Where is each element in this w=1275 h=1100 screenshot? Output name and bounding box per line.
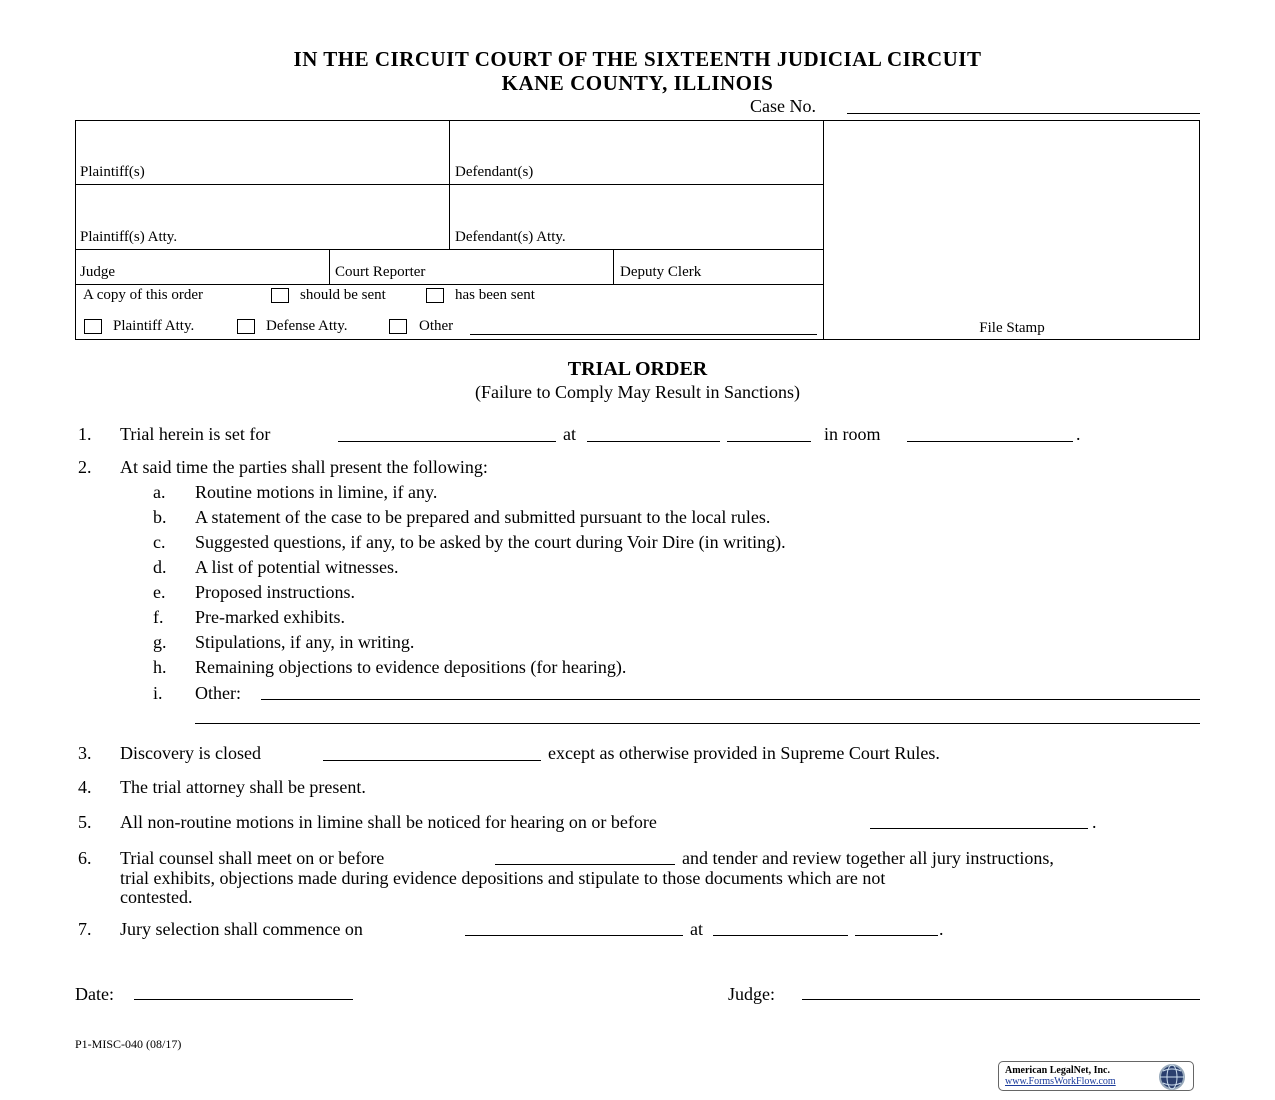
motions-deadline-field[interactable] [870,828,1088,829]
item-7-at: at [690,919,703,939]
item-6-line-2: trial exhibits, objections made during evidence depositions and stipulate to those documents which are not [120,868,886,888]
item-6-text: Trial counsel shall meet on or before [120,848,385,868]
item-5-number: 5. [78,812,92,832]
party-divider [449,120,450,250]
defense-atty-cb-label: Defense Atty. [266,318,348,334]
discovery-closed-date-field[interactable] [323,760,541,761]
item-5-period: . [1092,812,1097,832]
jury-selection-date-field[interactable] [465,935,683,936]
defendant-atty-label: Defendant(s) Atty. [455,229,566,245]
judge-signature-label: Judge: [728,984,775,1004]
file-stamp-label: File Stamp [979,320,1045,336]
defense-atty-checkbox[interactable] [237,319,255,334]
sub-item-text: A statement of the case to be prepared and submitted pursuant to the local rules. [195,507,771,527]
county-heading: KANE COUNTY, ILLINOIS [501,71,774,95]
sub-item-letter: i. [153,683,163,703]
jury-selection-ampm-field[interactable] [855,935,938,936]
deputy-clerk-label: Deputy Clerk [620,264,702,280]
item-4-text: The trial attorney shall be present. [120,777,366,797]
caption-table [75,120,1200,340]
item-7-period: . [939,919,944,939]
sub-item-text: Routine motions in limine, if any. [195,482,438,502]
should-be-sent-label: should be sent [300,287,386,303]
globe-icon [1155,1063,1189,1091]
has-been-sent-checkbox[interactable] [426,288,444,303]
sub-item-letter: e. [153,582,166,602]
counsel-meeting-date-field[interactable] [495,864,675,865]
judge-divider [329,250,330,285]
copy-order-label: A copy of this order [83,287,203,303]
row-divider-3 [75,284,823,285]
plaintiff-atty-label: Plaintiff(s) Atty. [80,229,178,245]
row-divider-2 [75,249,823,250]
date-field[interactable] [134,999,353,1000]
sub-item-text: Suggested questions, if any, to be asked by the court during Voir Dire (in writing). [195,532,786,552]
sub-item-text: Other: [195,683,241,703]
item-1-at: at [563,424,576,444]
legalnet-logo[interactable] [998,1061,1194,1091]
plaintiff-atty-cb-label: Plaintiff Atty. [113,318,195,334]
sub-item-letter: d. [153,557,167,577]
item-1-number: 1. [78,424,92,444]
item-4-number: 4. [78,777,92,797]
defendant-label: Defendant(s) [455,164,534,180]
order-subtitle: (Failure to Comply May Result in Sanctions) [475,382,800,402]
court-reporter-label: Court Reporter [335,264,426,280]
trial-room-field[interactable] [907,441,1073,442]
judge-label: Judge [80,264,115,280]
item-1-text: Trial herein is set for [120,424,271,444]
item-6-line-3: contested. [120,887,193,907]
item-3-text: Discovery is closed [120,743,261,763]
item-3-text-end: except as otherwise provided in Supreme Court Rules. [548,743,940,763]
logo-company: American LegalNet, Inc. [1005,1065,1110,1076]
trial-time-field[interactable] [587,441,720,442]
jury-selection-time-field[interactable] [713,935,848,936]
sub-item-letter: b. [153,507,167,527]
trial-date-field[interactable] [338,441,556,442]
sub-item-letter: g. [153,632,167,652]
item-1-room: in room [824,424,881,444]
file-stamp-divider [823,120,824,340]
item-2-text: At said time the parties shall present the following: [120,457,488,477]
sub-item-letter: a. [153,482,166,502]
sub-item-text: Remaining objections to evidence depositions (for hearing). [195,657,627,677]
sub-item-text: A list of potential witnesses. [195,557,399,577]
other-checkbox[interactable] [389,319,407,334]
sub-item-text: Pre-marked exhibits. [195,607,345,627]
sub-item-letter: f. [153,607,164,627]
item-2-number: 2. [78,457,92,477]
other-cb-label: Other [419,318,454,334]
case-no-field[interactable] [847,113,1200,114]
sub-item-text: Proposed instructions. [195,582,355,602]
row-divider-1 [75,184,823,185]
other-items-field-2[interactable] [195,723,1200,724]
sub-item-text: Stipulations, if any, in writing. [195,632,415,652]
item-5-text: All non-routine motions in limine shall be noticed for hearing on or before [120,812,657,832]
plaintiff-label: Plaintiff(s) [80,164,145,180]
item-7-number: 7. [78,919,92,939]
case-no-label: Case No. [750,96,816,116]
item-6-number: 6. [78,848,92,868]
judge-signature-field[interactable] [802,999,1200,1000]
has-been-sent-label: has been sent [455,287,535,303]
item-7-text: Jury selection shall commence on [120,919,363,939]
logo-url[interactable]: www.FormsWorkFlow.com [1005,1076,1116,1087]
item-6-text-cont: and tender and review together all jury instructions, [682,848,1054,868]
sub-item-letter: c. [153,532,166,552]
court-heading: IN THE CIRCUIT COURT OF THE SIXTEENTH JUDICIAL CIRCUIT [293,47,982,71]
plaintiff-atty-checkbox[interactable] [84,319,102,334]
should-be-sent-checkbox[interactable] [271,288,289,303]
sub-item-letter: h. [153,657,167,677]
reporter-divider [613,250,614,285]
form-id: P1-MISC-040 (08/17) [75,1037,182,1051]
date-label: Date: [75,984,114,1004]
other-items-field-1[interactable] [261,699,1200,700]
item-3-number: 3. [78,743,92,763]
trial-ampm-field[interactable] [727,441,811,442]
other-recipient-field[interactable] [470,334,817,335]
item-1-period: . [1076,424,1081,444]
order-title: TRIAL ORDER [567,358,708,380]
